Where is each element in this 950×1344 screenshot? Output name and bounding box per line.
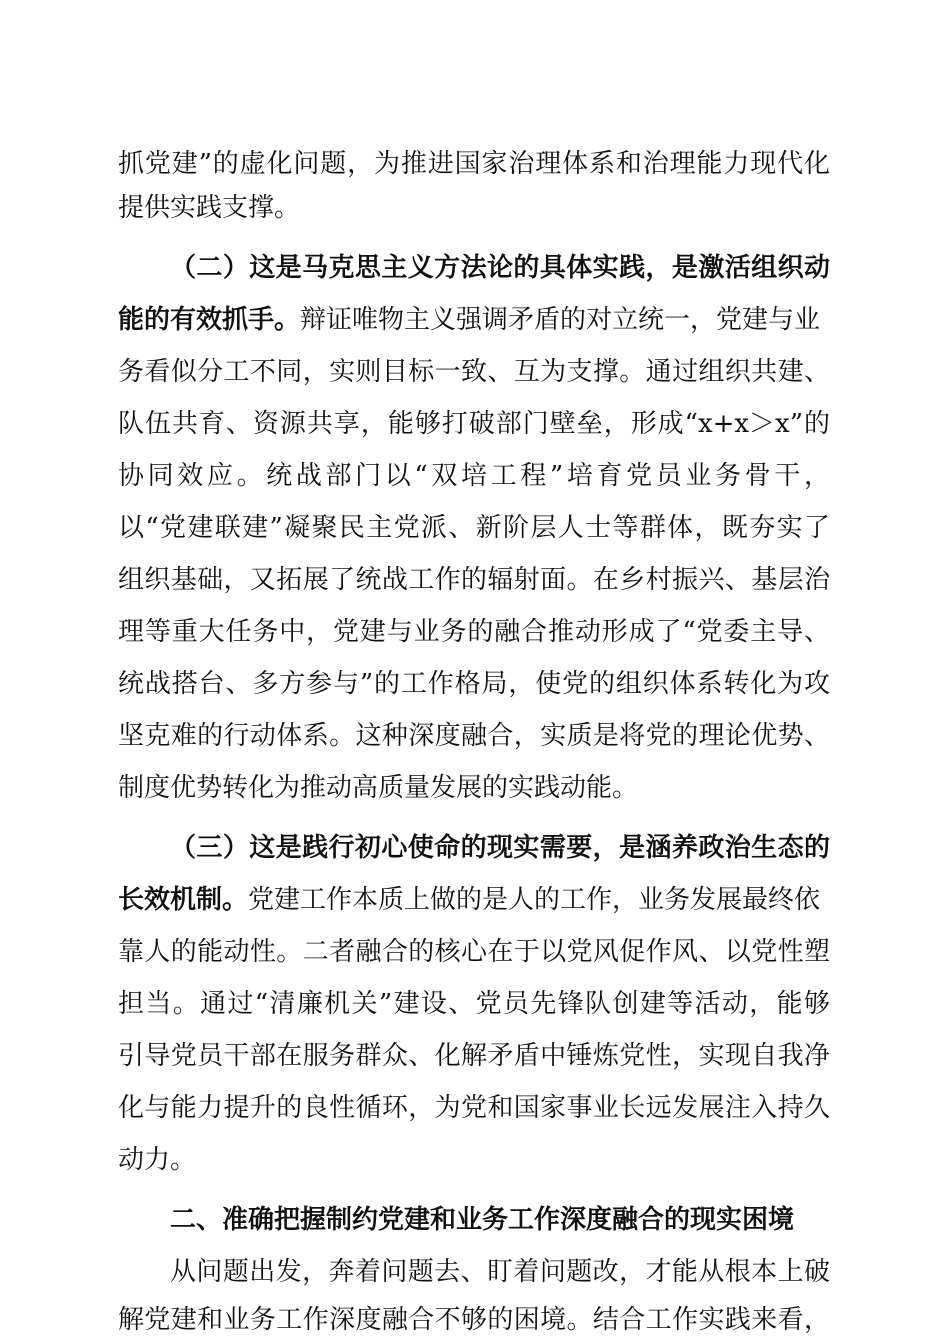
section-heading-2: 二、准确把握制约党建和业务工作深度融合的现实困境 xyxy=(170,1205,795,1235)
section-subheading-3: （三）这是践行初心使命的现实需要，是涵养政治生态的 xyxy=(170,833,830,863)
paragraph-line: 务看似分工不同，实则目标一致、互为支撑。通过组织共建、 xyxy=(118,357,830,387)
paragraph-line: 动力。 xyxy=(118,1145,197,1175)
paragraph-line: 化与能力提升的良性循环，为党和国家事业长远发展注入持久 xyxy=(118,1093,830,1123)
paragraph-line: 理等重大任务中，党建与业务的融合推动形成了“党委主导、 xyxy=(118,617,830,647)
paragraph-line: 担当。通过“清廉机关”建设、党员先锋队创建等活动，能够 xyxy=(118,989,830,1019)
subheading-tail: 长效机制。 xyxy=(118,885,249,915)
paragraph-line-mixed xyxy=(118,296,830,344)
paragraph-line: 协同效应。统战部门以“双培工程”培育党员业务骨干， xyxy=(118,461,830,491)
section-subheading-2: （二）这是马克思主义方法论的具体实践，是激活组织动 xyxy=(170,253,830,283)
paragraph-text: 辩证唯物主义强调矛盾的对立统一，党建与业 xyxy=(300,305,821,335)
paragraph-line: 坚克难的行动体系。这种深度融合，实质是将党的理论优势、 xyxy=(118,721,830,751)
paragraph-text: 党建工作本质上做的是人的工作，业务发展最终依 xyxy=(248,885,821,915)
paragraph-line: 解党建和业务工作深度融合不够的困境。结合工作实践来看， xyxy=(118,1305,830,1335)
paragraph-line: 从问题出发，奔着问题去、盯着问题改，才能从根本上破 xyxy=(170,1257,830,1287)
paragraph-line: 统战搭台、多方参与”的工作格局，使党的组织体系转化为攻 xyxy=(118,669,830,699)
paragraph-line: 队伍共育、资源共享，能够打破部门壁垒，形成“x+x＞x”的 xyxy=(118,409,830,439)
paragraph-line: 组织基础，又拓展了统战工作的辐射面。在乡村振兴、基层治 xyxy=(118,565,830,595)
paragraph-line: 制度优势转化为推动高质量发展的实践动能。 xyxy=(118,773,639,803)
paragraph-line: 以“党建联建”凝聚民主党派、新阶层人士等群体，既夯实了 xyxy=(118,513,830,543)
paragraph-line: 抓党建”的虚化问题，为推进国家治理体系和治理能力现代化 xyxy=(118,149,830,179)
subheading-tail: 能的有效抓手。 xyxy=(118,305,301,335)
paragraph-line: 引导党员干部在服务群众、化解矛盾中锤炼党性，实现自我净 xyxy=(118,1041,830,1071)
paragraph-line-mixed xyxy=(118,876,830,924)
paragraph-line: 靠人的能动性。二者融合的核心在于以党风促作风、以党性塑 xyxy=(118,937,830,967)
paragraph-line: 提供实践支撑。 xyxy=(118,193,301,223)
